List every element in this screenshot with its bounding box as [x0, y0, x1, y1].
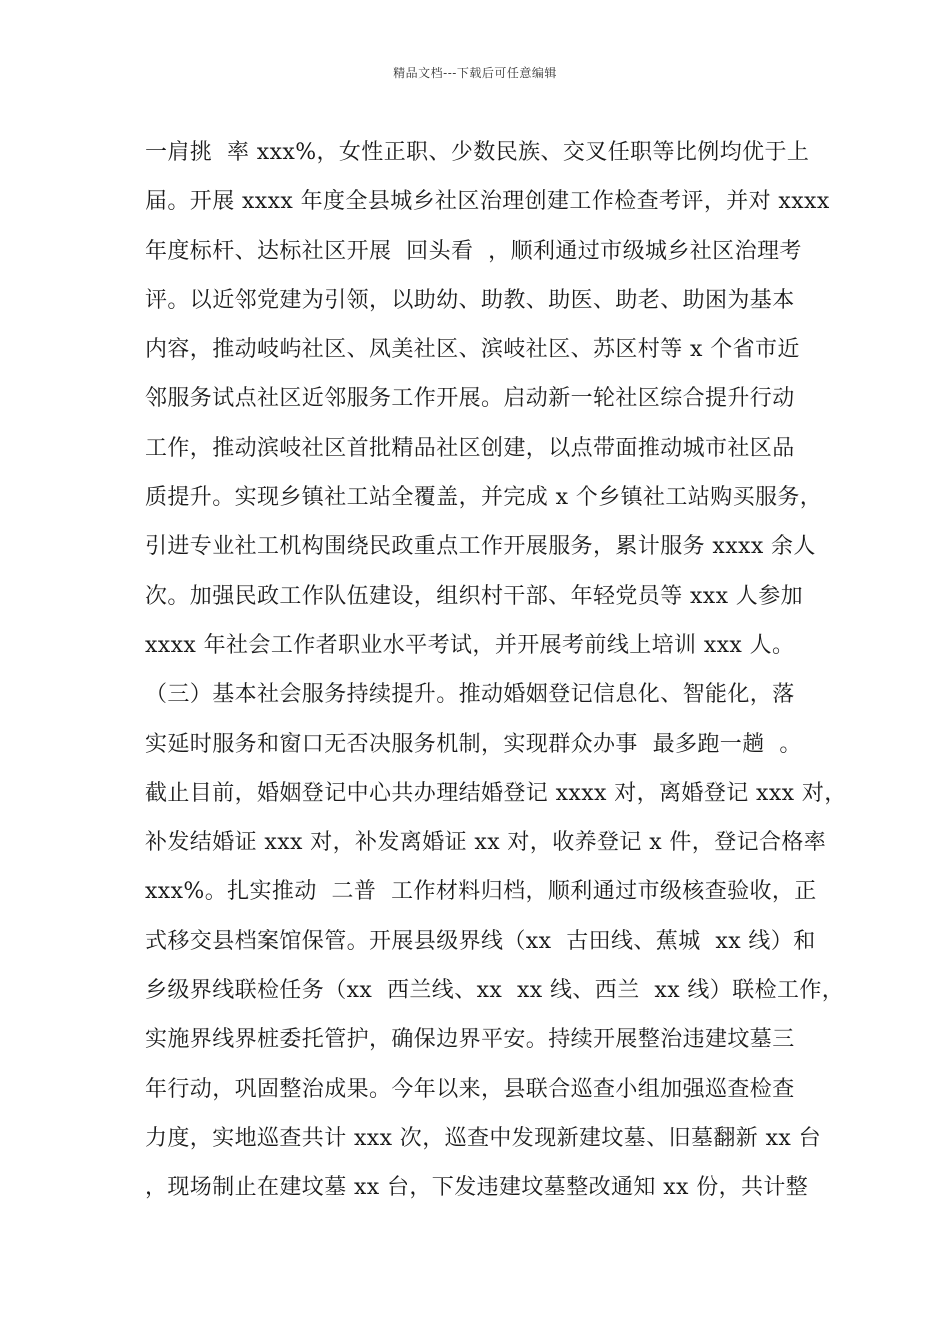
page-header: 精品文档---下载后可任意编辑	[393, 66, 557, 80]
text-line: 邻服务试点社区近邻服务工作开展。启动新一轮社区综合提升行动	[145, 386, 795, 412]
text-line: 实延时服务和窗口无否决服务机制，实现群众办事 最多跑一趟 。	[145, 731, 802, 757]
text-line: 质提升。实现乡镇社工站全覆盖，并完成 x 个乡镇社工站购买服务，	[145, 485, 823, 511]
body-text	[145, 128, 847, 1213]
text-line: xxxx 年社会工作者职业水平考试，并开展考前线上培训 xxx 人。	[145, 632, 795, 658]
text-line: 届。开展 xxxx 年度全县城乡社区治理创建工作检查考评，并对 xxxx	[145, 189, 830, 215]
text-line: 补发结婚证 xxx 对，补发离婚证 xx 对，收养登记 x 件，登记合格率	[145, 830, 827, 856]
text-line: ，现场制止在建坟墓 xx 台，下发违建坟墓整改通知 xx 份，共计整	[145, 1175, 809, 1201]
text-line: 年度标杆、达标社区开展 回头看 ，顺利通过市级城乡社区治理考	[145, 238, 802, 264]
text-line: 引进专业社工机构围绕民政重点工作开展服务，累计服务 xxxx 余人	[145, 534, 816, 560]
text-line: 力度，实地巡查共计 xxx 次，巡查中发现新建坟墓、旧墓翻新 xx 台	[145, 1125, 822, 1151]
text-line: 评。以近邻党建为引领，以助幼、助教、助医、助老、助困为基本	[145, 287, 795, 313]
text-line: 工作，推动滨岐社区首批精品社区创建，以点带面推动城市社区品	[145, 435, 795, 461]
text-line: 次。加强民政工作队伍建设，组织村干部、年轻党员等 xxx 人参加	[145, 583, 804, 609]
text-line: 实施界线界桩委托管护，确保边界平安。持续开展整治违建坟墓三	[145, 1027, 795, 1053]
text-line: 截止目前，婚姻登记中心共办理结婚登记 xxxx 对，离婚登记 xxx 对，	[145, 780, 847, 806]
text-line: 内容，推动岐屿社区、凤美社区、滨岐社区、苏区村等 x 个省市近	[145, 337, 800, 363]
text-line: xxx%。扎实推动 二普 工作材料归档，顺利通过市级核查验收，正	[145, 879, 817, 905]
text-line: 式移交县档案馆保管。开展县级界线（xx 古田线、蕉城 xx 线）和	[145, 928, 816, 954]
section-heading-line: （三）基本社会服务持续提升。推动婚姻登记信息化、智能化，落	[145, 682, 795, 708]
text-line: 年行动，巩固整治成果。今年以来，县联合巡查小组加强巡查检查	[145, 1076, 795, 1102]
text-line: 一肩挑 率 xxx%，女性正职、少数民族、交叉任职等比例均优于上	[145, 140, 810, 165]
text-line: 乡级界线联检任务（xx 西兰线、xx xx 线、西兰 xx 线）联检工作，	[145, 978, 845, 1004]
